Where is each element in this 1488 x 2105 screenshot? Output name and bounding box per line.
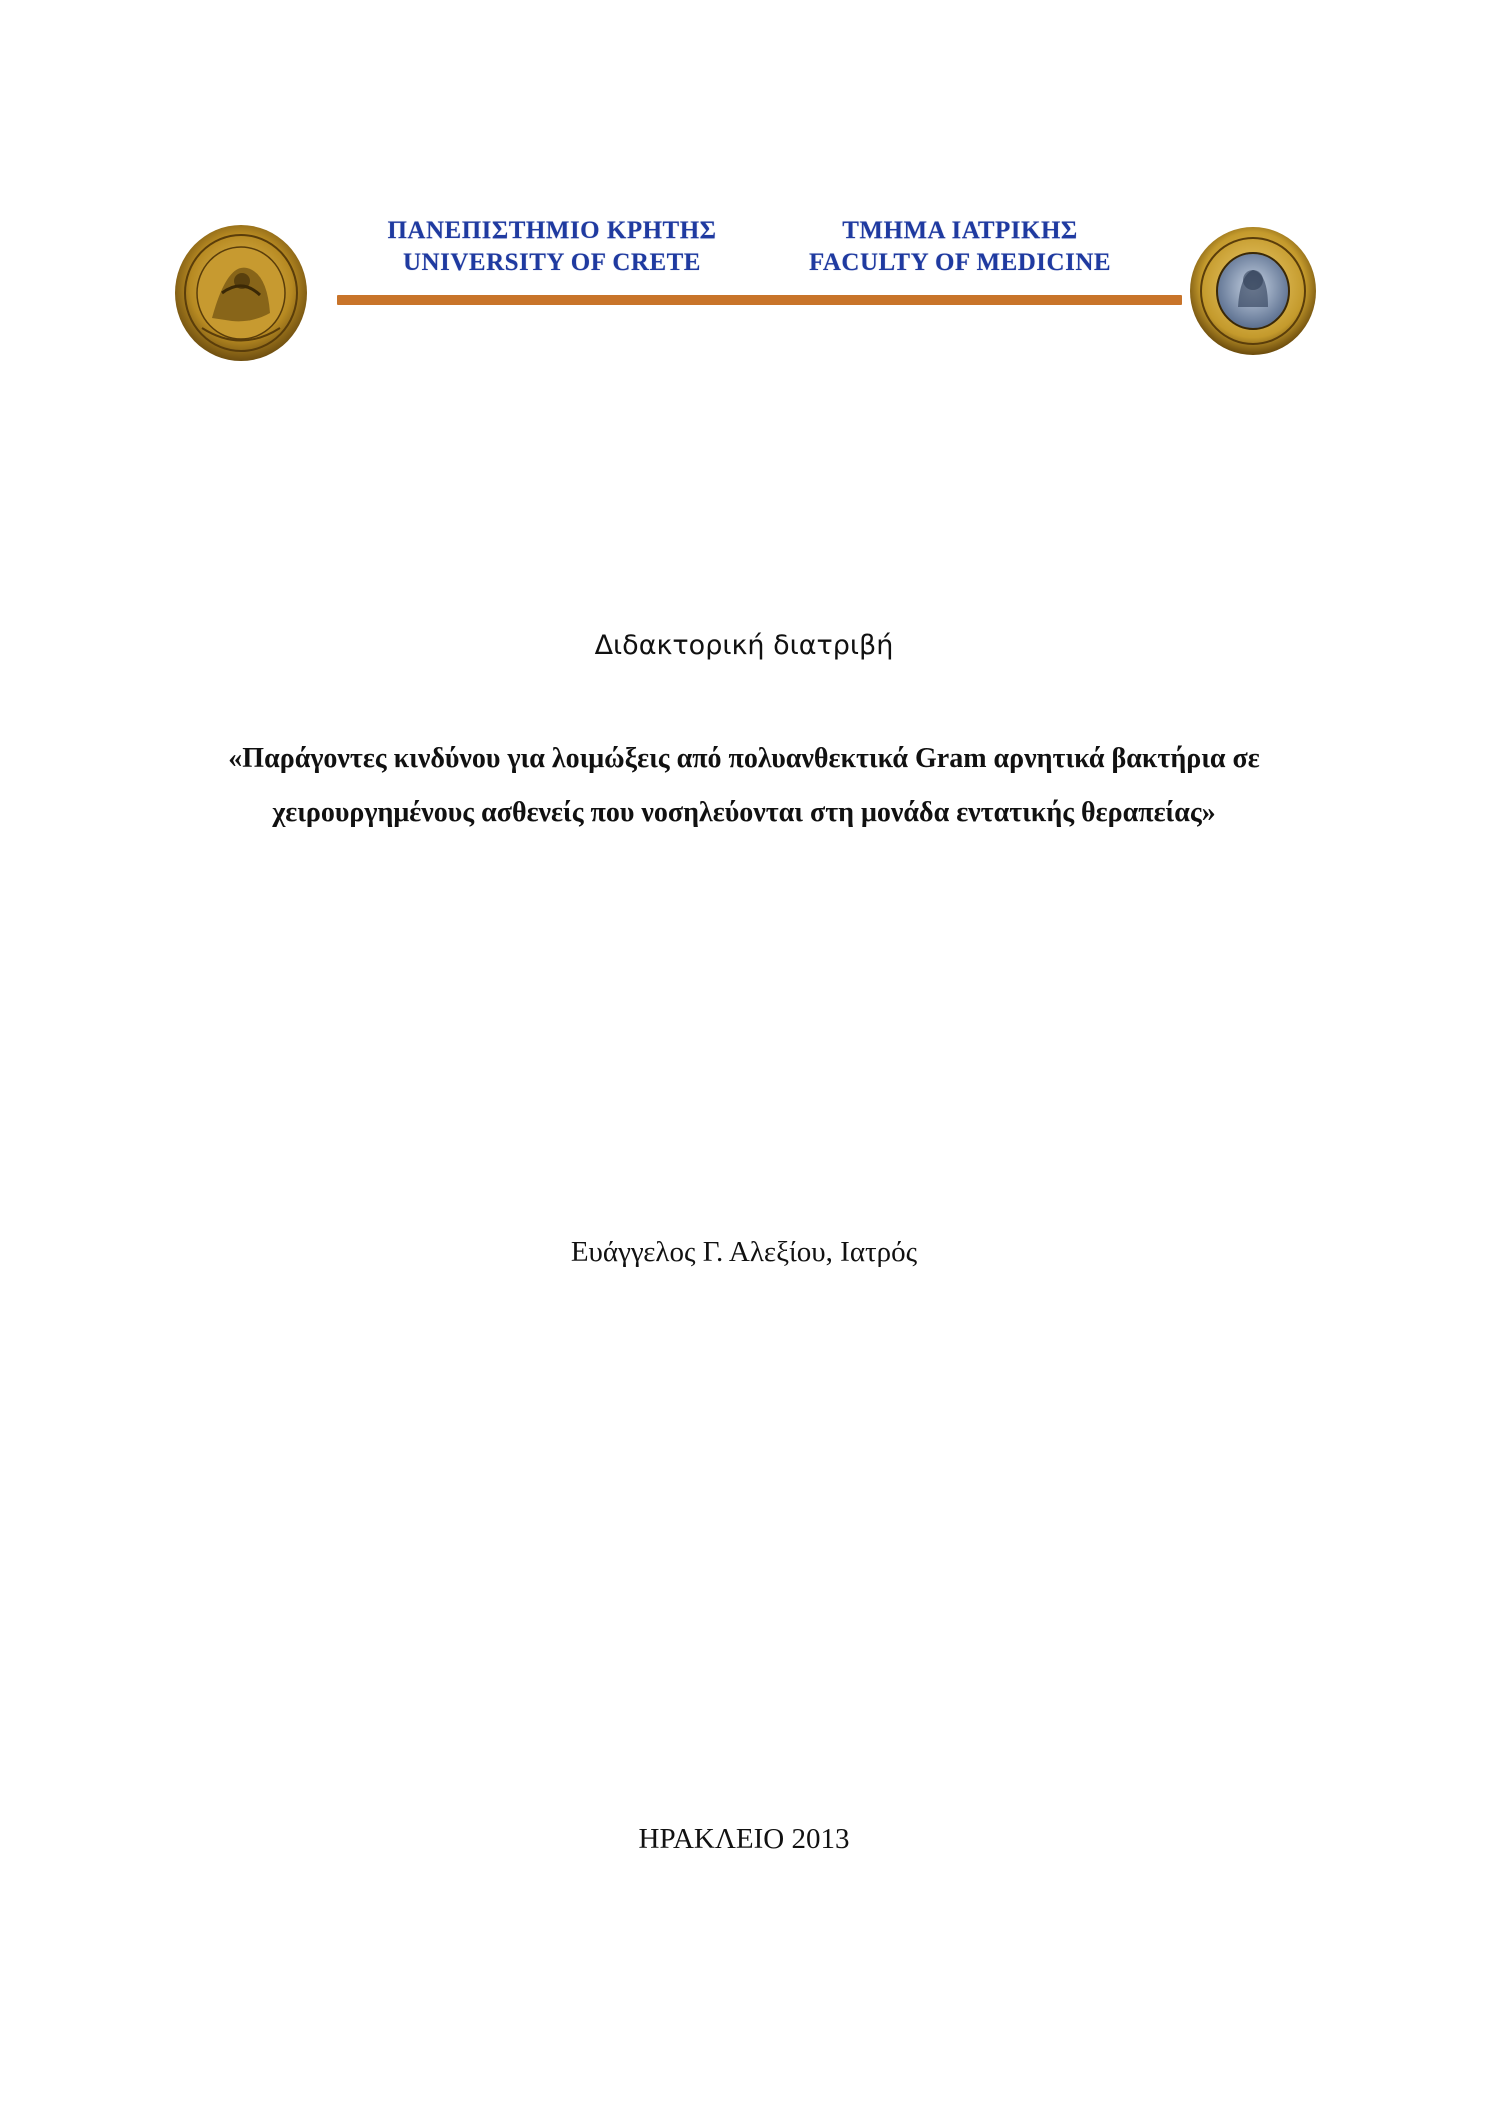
university-name [382,215,722,279]
university-name-greek: ΠΑΝΕΠΙΣΤΗΜΙΟ ΚΡΗΤΗΣ [387,217,717,244]
letterhead [172,215,1318,375]
author-name: Ευάγγελος Γ. Αλεξίου, Ιατρός [570,1236,918,1268]
faculty-name [790,215,1130,279]
document-type: Διδακτορική διατριβή [594,630,894,661]
faculty-name-english: FACULTY OF MEDICINE [808,249,1112,276]
university-name-english: UNIVERSITY OF CRETE [403,249,701,276]
document-title: «Παράγοντες κινδύνου για λοιμώξεις από πολυανθεκτικά Gram αρνητικά βακτήρια σε χειρουργημένους ασθενείς που νοσηλεύονται στη μονάδα εντατικής θεραπείας» [228,743,1260,828]
place-and-year: ΗΡΑΚΛΕΙΟ 2013 [638,1823,850,1855]
university-seal-icon [172,223,310,363]
header-divider [337,295,1182,305]
medicine-seal-icon [1188,225,1318,357]
faculty-name-greek: ΤΜΗΜΑ ΙΑΤΡΙΚΗΣ [842,217,1078,244]
